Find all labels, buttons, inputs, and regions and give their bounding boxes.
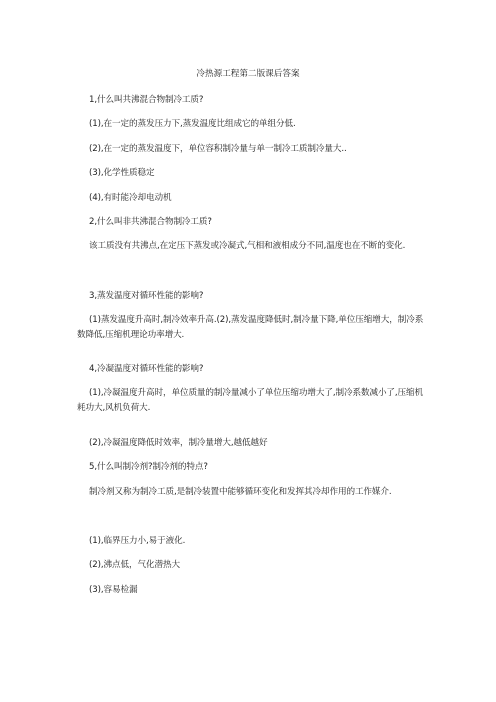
paragraph-text: 3,蒸发温度对循环性能的影响? [89,291,204,301]
answer-5-item-1 [77,534,427,549]
answer-1-item-3 [77,166,427,181]
paragraph-text: (1),在一定的蒸发压力下,蒸发温度比组成它的单组分低. [89,119,296,129]
paragraph-text: (3),容易检漏 [89,585,138,595]
paragraph-text: (1)蒸发温度升高时,制冷效率升高.(2),蒸发温度降低时,制冷量下降,单位压缩增大，制冷系数降低,压缩机理论功率增大. [77,315,424,340]
paragraph-text: 该工质没有共沸点,在定压下蒸发或冷凝式,气相和液相成分不同,温度也在不断的变化. [89,241,406,251]
answer-1-item-1 [77,117,427,132]
answer-2 [77,239,427,254]
paragraph-text: (2),在一定的蒸发温度下，单位容积制冷量与单一制冷工质制冷量大.. [89,144,347,154]
answer-5-item-3 [77,583,427,598]
paragraph-text: 2,什么叫非共沸混合物制冷工质? [89,217,212,227]
paragraph-text: (4),有时能冷却电动机 [89,193,172,203]
question-4 [77,362,427,377]
document-title: 冷热源工程第二版课后答案 [196,69,300,79]
answer-4-item-1 [77,386,427,416]
question-2 [77,215,427,230]
paragraph-text: 4,冷凝温度对循环性能的影响? [89,364,204,374]
paragraph-text: 5,什么叫制冷剂?制冷剂的特点? [89,462,208,472]
question-3 [77,289,427,304]
paragraph-text: 1,什么叫共沸混合物制冷工质? [89,95,204,105]
answer-1-item-4 [77,191,427,206]
paragraph-text: (3),化学性质稳定 [89,168,155,178]
question-5 [77,460,427,475]
paragraph-text: (1),冷凝温度升高时，单位质量的制冷量减小了单位压缩功增大了,制冷系数减小了,压缩机耗功大,风机负荷大. [77,388,424,413]
question-1 [77,93,427,108]
answer-5-item-2 [77,558,427,573]
answer-1-item-2 [77,142,427,157]
paragraph-text: (2),冷凝温度降低时效率，制冷量增大,越低越好 [89,438,268,448]
answer-4-item-2 [77,436,427,451]
paragraph-text: (1),临界压力小,易于液化. [89,536,186,546]
paragraph-text: 制冷剂又称为制冷工质,是制冷装置中能够循环变化和发挥其冷却作用的工作媒介. [89,487,392,497]
answer-5-intro [77,485,427,500]
paragraph-text: (2),沸点低，气化潜热大 [89,560,180,570]
answer-3 [77,313,427,343]
